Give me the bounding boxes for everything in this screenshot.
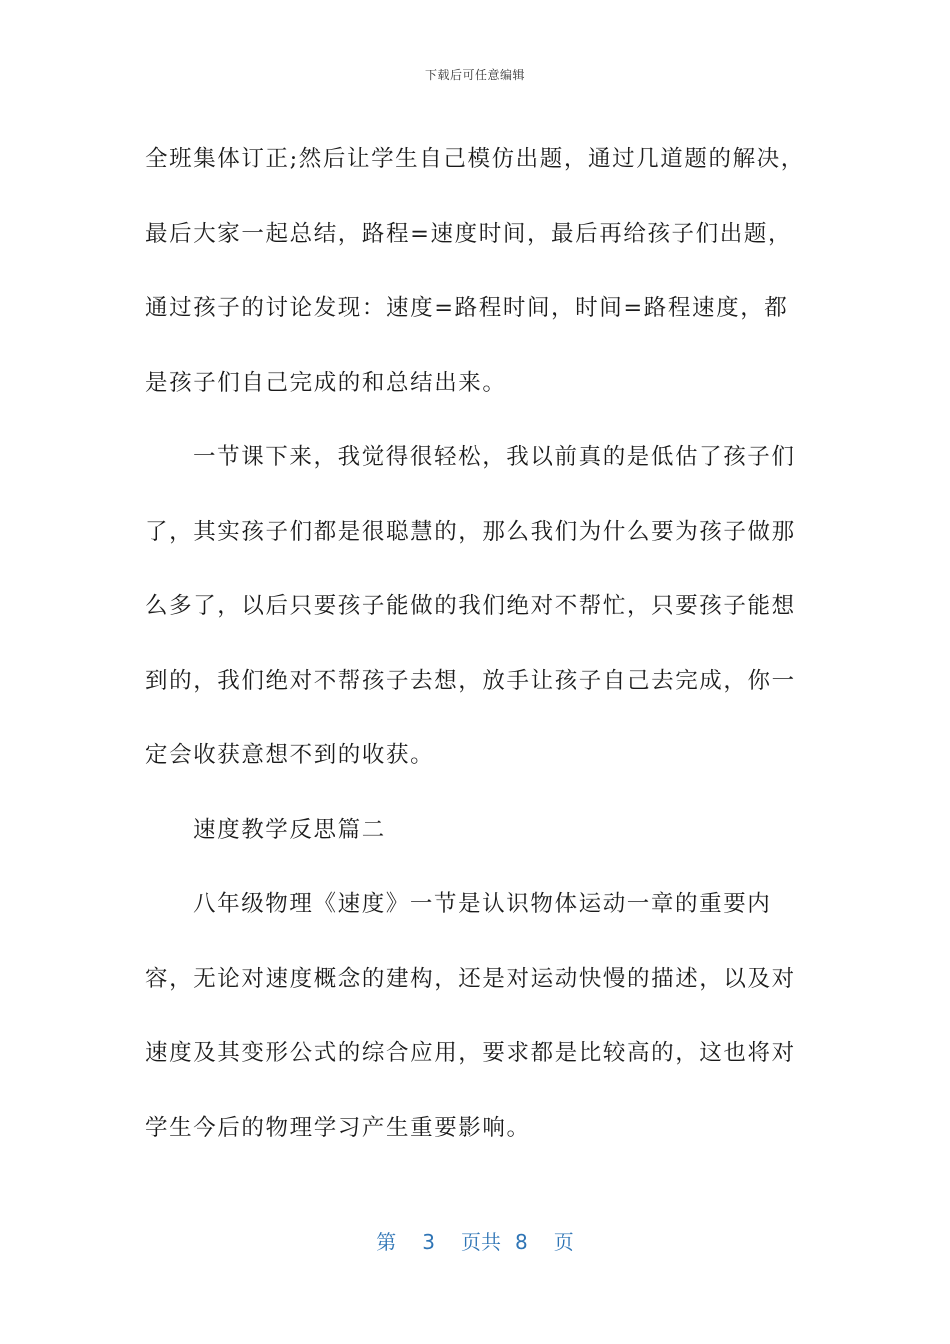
document-body <box>145 122 805 1165</box>
footer-suffix: 页 <box>553 1230 574 1254</box>
page-footer <box>0 1226 950 1255</box>
page-header: 下载后可任意编辑 <box>424 68 525 82</box>
section-heading: 速度教学反思篇二 <box>193 816 386 843</box>
footer-prefix: 第 <box>376 1230 397 1254</box>
paragraph: 全班集体订正;然后让学生自己模仿出题，通过几道题的解决，最后大家一起总结，路程=速度时间，最后再给孩子们出题，通过孩子的讨论发现：速度=路程时间，时间=路程速度，都是孩子们自己完成的和总结出来。 <box>145 146 805 396</box>
current-page-number: 3 <box>422 1230 435 1254</box>
total-pages-number: 8 <box>515 1230 528 1254</box>
paragraph: 一节课下来，我觉得很轻松，我以前真的是低估了孩子们了，其实孩子们都是很聪慧的，那么我们为什么要为孩子做那么多了，以后只要孩子能做的我们绝对不帮忙，只要孩子能想到的，我们绝对不帮孩子去想，放手让孩子自己去完成，你一定会收获意想不到的收获。 <box>145 444 796 768</box>
footer-middle: 页共 <box>461 1230 501 1254</box>
paragraph: 八年级物理《速度》一节是认识物体运动一章的重要内容，无论对速度概念的建构，还是对运动快慢的描述，以及对速度及其变形公式的综合应用，要求都是比较高的，这也将对学生今后的物理学习产生重要影响。 <box>145 891 796 1141</box>
